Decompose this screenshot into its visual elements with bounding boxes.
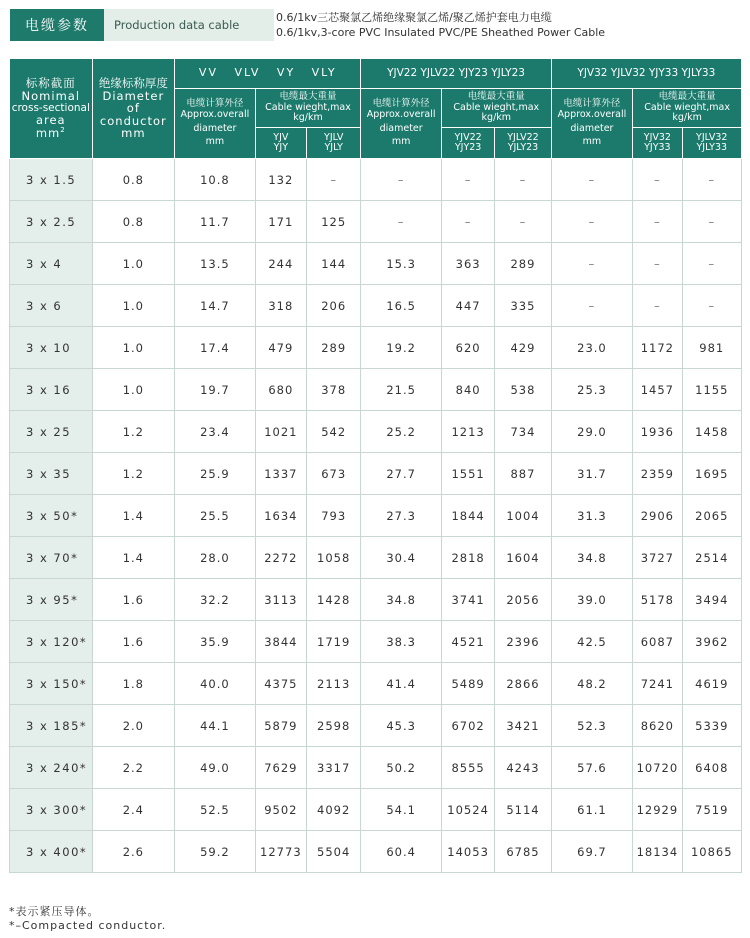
table-cell: 3113: [255, 579, 306, 621]
table-cell: 1.4: [92, 537, 175, 579]
header-ins-cn: 绝缘标称厚度: [98, 75, 168, 90]
table-cell: –: [682, 243, 741, 285]
table-cell: 2818: [441, 537, 494, 579]
header-insulation: [92, 59, 175, 159]
header-g1-diameter: [175, 89, 256, 159]
wt-cn: 电缆最大重量: [467, 91, 525, 103]
table-cell: 3844: [255, 621, 306, 663]
table-cell: 23.0: [551, 327, 633, 369]
table-cell: 14.7: [175, 285, 256, 327]
table-row: [10, 747, 742, 789]
wt-en-1: Cable wieght,max: [644, 101, 730, 113]
table-cell: 14053: [441, 831, 494, 873]
table-cell: 49.0: [175, 747, 256, 789]
row-area-cell: 3 x 120*: [10, 621, 93, 663]
table-row: [10, 411, 742, 453]
g1-w2-b: YJLY: [324, 142, 343, 153]
table-body: [10, 159, 742, 873]
table-cell: –: [361, 159, 442, 201]
table-cell: –: [551, 285, 633, 327]
table-cell: 1.2: [92, 453, 175, 495]
table-cell: 429: [495, 327, 551, 369]
table-cell: 289: [307, 327, 361, 369]
table-cell: 57.6: [551, 747, 633, 789]
table-cell: 10865: [682, 831, 741, 873]
table-cell: 2906: [633, 495, 682, 537]
section-tag: [10, 9, 274, 41]
table-cell: 1428: [307, 579, 361, 621]
table-cell: 11.7: [175, 201, 256, 243]
header-g2-w1: [441, 128, 494, 159]
table-row: [10, 285, 742, 327]
header-ins-unit: mm: [121, 126, 146, 141]
footnote-cn: *表示紧压导体。: [9, 905, 100, 918]
table-cell: 19.2: [361, 327, 442, 369]
table-cell: 206: [307, 285, 361, 327]
table-cell: 7241: [633, 663, 682, 705]
table-cell: 144: [307, 243, 361, 285]
table-row: [10, 705, 742, 747]
table-cell: 54.1: [361, 789, 442, 831]
wt-cn: 电缆最大重量: [279, 91, 337, 103]
table-cell: 244: [255, 243, 306, 285]
table-cell: –: [441, 159, 494, 201]
table-cell: 2.0: [92, 705, 175, 747]
table-cell: –: [551, 243, 633, 285]
table-cell: 4375: [255, 663, 306, 705]
table-cell: 4243: [495, 747, 551, 789]
table-cell: 69.7: [551, 831, 633, 873]
table-cell: –: [682, 285, 741, 327]
table-cell: 2.6: [92, 831, 175, 873]
table-cell: 61.1: [551, 789, 633, 831]
table-cell: 1719: [307, 621, 361, 663]
table-cell: 38.3: [361, 621, 442, 663]
table-cell: 538: [495, 369, 551, 411]
table-cell: 5504: [307, 831, 361, 873]
table-cell: 8555: [441, 747, 494, 789]
g1-w1-a: YJV: [273, 131, 289, 143]
row-area-cell: 3 x 400*: [10, 831, 93, 873]
header-g1-weight: [255, 89, 361, 128]
table-cell: –: [633, 243, 682, 285]
cable-spec-table: [9, 58, 742, 873]
table-row: [10, 369, 742, 411]
table-row: [10, 159, 742, 201]
header-area-en-2: cross-sectional: [11, 101, 90, 114]
table-cell: 8620: [633, 705, 682, 747]
table-cell: 2065: [682, 495, 741, 537]
table-cell: 620: [441, 327, 494, 369]
table-row: [10, 495, 742, 537]
table-row: [10, 201, 742, 243]
table-cell: 50.2: [361, 747, 442, 789]
table-cell: –: [682, 159, 741, 201]
table-cell: –: [495, 159, 551, 201]
table-cell: 60.4: [361, 831, 442, 873]
header-g3-diameter: [551, 89, 633, 159]
table-cell: –: [551, 159, 633, 201]
table-cell: 17.4: [175, 327, 256, 369]
table-cell: 2056: [495, 579, 551, 621]
table-cell: 447: [441, 285, 494, 327]
table-cell: 35.9: [175, 621, 256, 663]
row-area-cell: 3 x 70*: [10, 537, 93, 579]
table-cell: 10720: [633, 747, 682, 789]
table-cell: 13.5: [175, 243, 256, 285]
table-cell: 10.8: [175, 159, 256, 201]
row-area-cell: 3 x 50*: [10, 495, 93, 537]
table-cell: 887: [495, 453, 551, 495]
header-group-yjv32: YJV32 YJLV32 YJY33 YJLY33: [551, 59, 741, 89]
table-cell: 7629: [255, 747, 306, 789]
row-area-cell: 3 x 35: [10, 453, 93, 495]
table-cell: 171: [255, 201, 306, 243]
table-cell: –: [633, 201, 682, 243]
table-cell: 363: [441, 243, 494, 285]
table-cell: –: [633, 285, 682, 327]
table-cell: 2396: [495, 621, 551, 663]
table-cell: 5879: [255, 705, 306, 747]
g3-w2-b: YJLY33: [696, 142, 728, 153]
table-cell: 48.2: [551, 663, 633, 705]
header-area-en-3: area: [35, 113, 66, 128]
table-cell: 25.5: [175, 495, 256, 537]
table-cell: 335: [495, 285, 551, 327]
table-cell: 3317: [307, 747, 361, 789]
table-cell: 10524: [441, 789, 494, 831]
table-cell: 16.5: [361, 285, 442, 327]
dia-cn: 电缆计算外径: [563, 98, 621, 110]
footnote-en: *–Compacted conductor.: [9, 919, 167, 932]
dia-en-1: Approx.overall: [180, 108, 250, 120]
table-row: [10, 831, 742, 873]
table-cell: 39.0: [551, 579, 633, 621]
table-row: [10, 327, 742, 369]
row-area-cell: 3 x 185*: [10, 705, 93, 747]
wt-en-2: kg/km: [481, 112, 512, 124]
dia-cn: 电缆计算外径: [186, 98, 244, 110]
table-cell: 4619: [682, 663, 741, 705]
table-cell: 2272: [255, 537, 306, 579]
table-cell: 1457: [633, 369, 682, 411]
table-cell: 734: [495, 411, 551, 453]
table-cell: 29.0: [551, 411, 633, 453]
header-g2-w2: [495, 128, 551, 159]
header-area-en-1: Nomimal: [21, 89, 81, 104]
table-cell: –: [633, 159, 682, 201]
row-area-cell: 3 x 4: [10, 243, 93, 285]
table-cell: 18134: [633, 831, 682, 873]
table-cell: –: [551, 201, 633, 243]
header-g1-w1: [255, 128, 306, 159]
table-cell: 2598: [307, 705, 361, 747]
table-row: [10, 663, 742, 705]
table-cell: 793: [307, 495, 361, 537]
table-cell: 25.9: [175, 453, 256, 495]
table-cell: 15.3: [361, 243, 442, 285]
g2-w1-a: YJV22: [454, 131, 482, 143]
g2-w2-a: YJLV22: [507, 131, 539, 143]
row-area-cell: 3 x 6: [10, 285, 93, 327]
table-cell: 1.2: [92, 411, 175, 453]
row-area-cell: 3 x 1.5: [10, 159, 93, 201]
table-cell: 4521: [441, 621, 494, 663]
table-cell: 44.1: [175, 705, 256, 747]
page-title: [276, 10, 605, 40]
table-cell: 40.0: [175, 663, 256, 705]
table-cell: 1172: [633, 327, 682, 369]
wt-cn: 电缆最大重量: [658, 91, 716, 103]
table-cell: 1.6: [92, 579, 175, 621]
table-cell: 1155: [682, 369, 741, 411]
table-cell: 31.3: [551, 495, 633, 537]
table-cell: 981: [682, 327, 741, 369]
row-area-cell: 3 x 95*: [10, 579, 93, 621]
table-cell: 1213: [441, 411, 494, 453]
table-cell: 1936: [633, 411, 682, 453]
table-cell: 27.7: [361, 453, 442, 495]
table-cell: 1.0: [92, 243, 175, 285]
table-cell: 6702: [441, 705, 494, 747]
table-header: [10, 59, 742, 159]
table-cell: 1634: [255, 495, 306, 537]
table-cell: 3494: [682, 579, 741, 621]
table-cell: –: [495, 201, 551, 243]
g3-w1-b: YJY33: [644, 142, 671, 153]
table-cell: 0.8: [92, 159, 175, 201]
section-tag-cn: 电缆参数: [10, 9, 104, 41]
table-cell: 1337: [255, 453, 306, 495]
table-cell: 3727: [633, 537, 682, 579]
table-row: [10, 537, 742, 579]
table-cell: 3962: [682, 621, 741, 663]
table-cell: 479: [255, 327, 306, 369]
g2-w1-b: YJY23: [454, 142, 482, 153]
row-area-cell: 3 x 2.5: [10, 201, 93, 243]
g1-w2-a: YJLV: [324, 131, 344, 143]
table-cell: 680: [255, 369, 306, 411]
table-cell: 2514: [682, 537, 741, 579]
table-cell: –: [307, 159, 361, 201]
g3-w1-a: YJV32: [643, 131, 671, 143]
table-cell: 1.4: [92, 495, 175, 537]
header-g1-w2: [307, 128, 361, 159]
table-cell: 12929: [633, 789, 682, 831]
table-cell: 3421: [495, 705, 551, 747]
dia-en-1: Approx.overall: [557, 108, 627, 120]
table-cell: 125: [307, 201, 361, 243]
table-cell: 9502: [255, 789, 306, 831]
table-row: [10, 789, 742, 831]
row-area-cell: 3 x 240*: [10, 747, 93, 789]
table-cell: 34.8: [361, 579, 442, 621]
table-cell: –: [361, 201, 442, 243]
table-cell: 673: [307, 453, 361, 495]
table-cell: 45.3: [361, 705, 442, 747]
table-cell: 1004: [495, 495, 551, 537]
table-cell: 2.2: [92, 747, 175, 789]
dia-cn: 电缆计算外径: [372, 98, 430, 110]
table-cell: 2.4: [92, 789, 175, 831]
table-cell: 5339: [682, 705, 741, 747]
table-cell: 318: [255, 285, 306, 327]
header-g2-diameter: [361, 89, 442, 159]
table-cell: 840: [441, 369, 494, 411]
table-cell: 132: [255, 159, 306, 201]
table-cell: 0.8: [92, 201, 175, 243]
table-cell: 1604: [495, 537, 551, 579]
wt-en-1: Cable wieght,max: [453, 101, 540, 113]
table-cell: 1.0: [92, 327, 175, 369]
table-cell: 1551: [441, 453, 494, 495]
table-cell: 542: [307, 411, 361, 453]
row-area-cell: 3 x 10: [10, 327, 93, 369]
header-g3-weight: [633, 89, 742, 128]
wt-en-1: Cable wieght,max: [265, 101, 351, 113]
page-title-en: 0.6/1kv,3-core PVC Insulated PVC/PE Sheathed Power Cable: [276, 26, 606, 39]
table-row: [10, 579, 742, 621]
area-unit-sup: 2: [60, 126, 66, 135]
header-area-unit: [10, 127, 92, 140]
row-area-cell: 3 x 300*: [10, 789, 93, 831]
table-cell: 5489: [441, 663, 494, 705]
header-ins-en-2: of: [126, 101, 140, 116]
table-cell: 42.5: [551, 621, 633, 663]
table-cell: 378: [307, 369, 361, 411]
table-cell: 3741: [441, 579, 494, 621]
table-cell: 5114: [495, 789, 551, 831]
header-area: [10, 59, 93, 159]
table-cell: 59.2: [175, 831, 256, 873]
table-cell: 1058: [307, 537, 361, 579]
table-cell: 1458: [682, 411, 741, 453]
table-cell: –: [441, 201, 494, 243]
table-cell: 1844: [441, 495, 494, 537]
dia-en-2: diameter: [193, 123, 237, 134]
dia-en-1: Approx.overall: [366, 108, 436, 120]
header-area-cn: 标称截面: [25, 76, 76, 91]
table-cell: 6785: [495, 831, 551, 873]
header-group-yjv22: YJV22 YJLV22 YJY23 YJLY23: [361, 59, 551, 89]
table-cell: 25.2: [361, 411, 442, 453]
table-cell: 6408: [682, 747, 741, 789]
table-cell: 21.5: [361, 369, 442, 411]
table-cell: 25.3: [551, 369, 633, 411]
table-cell: 23.4: [175, 411, 256, 453]
g1-w1-b: YJY: [273, 142, 289, 153]
g3-w2-a: YJLV32: [696, 131, 728, 143]
table-row: [10, 621, 742, 663]
table-cell: 31.7: [551, 453, 633, 495]
table-cell: 5178: [633, 579, 682, 621]
table-row: [10, 453, 742, 495]
header-ins-en-3: conductor: [99, 113, 167, 128]
g2-w2-b: YJLY23: [507, 142, 539, 153]
wt-en-2: kg/km: [293, 112, 323, 124]
table-cell: 1.6: [92, 621, 175, 663]
table-cell: 12773: [255, 831, 306, 873]
table-cell: 1021: [255, 411, 306, 453]
table-cell: 1695: [682, 453, 741, 495]
table-cell: 28.0: [175, 537, 256, 579]
header-g3-w2: [682, 128, 741, 159]
footnote: [9, 905, 166, 933]
table-cell: 289: [495, 243, 551, 285]
table-cell: 7519: [682, 789, 741, 831]
table-cell: 1.0: [92, 285, 175, 327]
table-cell: 1.8: [92, 663, 175, 705]
table-cell: 52.3: [551, 705, 633, 747]
row-area-cell: 3 x 16: [10, 369, 93, 411]
dia-en-2: diameter: [570, 123, 614, 134]
page-title-cn: 0.6/1kv三芯聚氯乙烯绝缘聚氯乙烯/聚乙烯护套电力电缆: [276, 11, 552, 24]
table-cell: 1.0: [92, 369, 175, 411]
header-g2-weight: [441, 89, 551, 128]
row-area-cell: 3 x 25: [10, 411, 93, 453]
table-cell: 41.4: [361, 663, 442, 705]
dia-unit: mm: [391, 136, 411, 148]
table-cell: 34.8: [551, 537, 633, 579]
table-cell: –: [682, 201, 741, 243]
row-area-cell: 3 x 150*: [10, 663, 93, 705]
table-cell: 19.7: [175, 369, 256, 411]
dia-en-2: diameter: [379, 123, 423, 134]
table-cell: 32.2: [175, 579, 256, 621]
dia-unit: mm: [205, 136, 225, 148]
table-cell: 6087: [633, 621, 682, 663]
header-ins-en-1: Diameter: [102, 88, 165, 103]
table-cell: 52.5: [175, 789, 256, 831]
table-row: [10, 243, 742, 285]
table-cell: 4092: [307, 789, 361, 831]
wt-en-2: kg/km: [672, 112, 702, 124]
table-cell: 2113: [307, 663, 361, 705]
table-cell: 2359: [633, 453, 682, 495]
table-cell: 30.4: [361, 537, 442, 579]
header-group-vv: VV VLV VY VLY: [175, 59, 361, 89]
area-unit: mm: [35, 125, 61, 140]
section-tag-en: Production data cable: [104, 9, 274, 41]
table-cell: 2866: [495, 663, 551, 705]
header-g3-w1: [633, 128, 682, 159]
dia-unit: mm: [582, 136, 602, 148]
table-cell: 27.3: [361, 495, 442, 537]
